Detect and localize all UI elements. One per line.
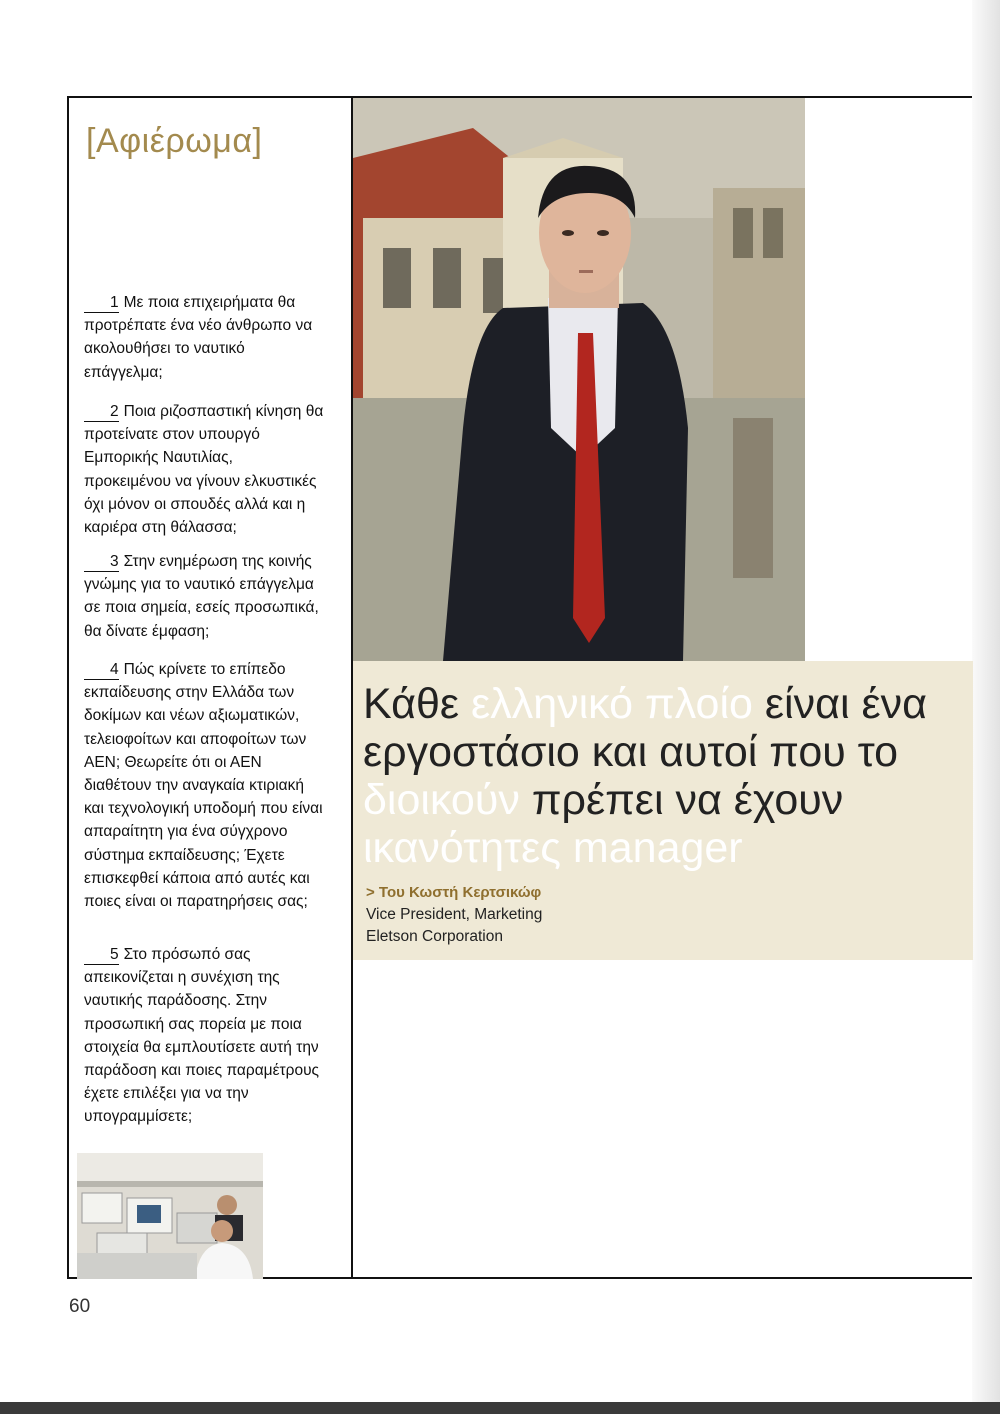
page-number: 60 — [69, 1296, 91, 1317]
question-text: Στην ενημέρωση της κοινής γνώμης για το ναυτικό επάγγελμα σε ποια σημεία, εσείς προσωπικά, θα δίνατε έμφαση; — [84, 553, 319, 640]
author-company: Eletson Corporation — [366, 928, 503, 945]
author-name: > Του Κωστή Κερτσικώφ — [366, 884, 542, 901]
question-number: 1 — [84, 294, 119, 313]
question-number: 3 — [84, 553, 119, 572]
portrait-illustration — [353, 98, 805, 661]
section-label: [Αφιέρωμα] — [86, 122, 263, 160]
question-1 — [84, 291, 324, 384]
bridge-room-illustration — [77, 1153, 263, 1279]
frame-rule-left — [67, 96, 69, 1279]
question-text: Πώς κρίνετε το επίπεδο εκπαίδευσης στην Ελλάδα των δοκίμων και νέων αξιωματικών, τελειοφοίτων και αποφοίτων των ΑΕΝ; Θεωρείτε ότι οι ΑΕΝ διαθέτουν την αναγκαία κτιριακή και τεχνολογική υποδομή που είναι απαραίτητη για ένα σύγχρονο σύστημα εκπαίδευσης; Έχετε επισκεφθεί κάποια από αυτές και ποιες είναι οι παρατηρήσεις σας; — [84, 661, 323, 911]
headline-text: Κάθε — [363, 680, 472, 728]
question-text: Στο πρόσωπό σας απεικονίζεται η συνέχιση της ναυτικής παράδοσης. Στην προσωπική σας πορεία με ποια στοιχεία θα εμπλουτίσετε αυτή την παράδοση και ποιες παραμέτρους έχετε επιλέξει για να την υπογραμμίσετε; — [84, 946, 320, 1126]
scan-page-edge — [972, 0, 1000, 1414]
question-text: Ποια ριζοσπαστική κίνηση θα προτείνατε στον υπουργό Εμπορικής Ναυτιλίας, προκειμένου να γίνουν ελκυστικές όχι μόνον οι σπουδές αλλά και η καριέρα στη θάλασσα; — [84, 403, 324, 537]
question-4 — [84, 658, 324, 913]
question-5 — [84, 943, 324, 1129]
headline — [363, 680, 968, 872]
portrait-photo — [353, 98, 805, 661]
headline-highlight: διοικούν — [363, 776, 520, 824]
headline-text: είναι ένα εργοστάσιο και αυτοί που το — [363, 680, 927, 776]
question-2 — [84, 400, 324, 539]
scan-bottom-edge — [0, 1402, 1000, 1414]
question-text: Με ποια επιχειρήματα θα προτρέπατε ένα νέο άνθρωπο να ακολουθήσει το ναυτικό επάγγελμα; — [84, 294, 313, 381]
headline-highlight: ελληνικό πλοίο — [471, 680, 753, 728]
question-number: 4 — [84, 661, 119, 680]
author-role: Vice President, Marketing — [366, 906, 543, 923]
headline-highlight: ικανότητες manager — [363, 824, 743, 872]
question-number: 5 — [84, 946, 119, 965]
question-number: 2 — [84, 403, 119, 422]
question-3 — [84, 550, 324, 643]
headline-text: πρέπει να έχουν — [519, 776, 844, 824]
bridge-room-photo — [77, 1153, 263, 1279]
